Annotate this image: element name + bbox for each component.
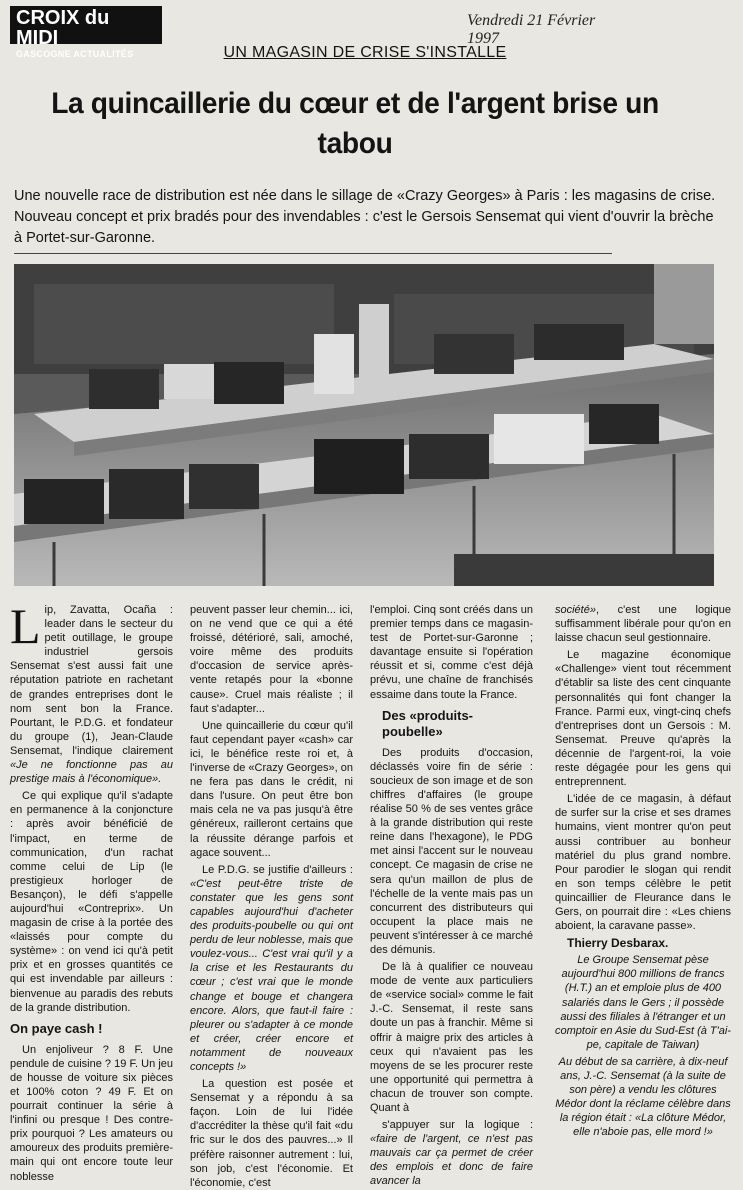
paragraph (10, 598, 173, 786)
footnote: Au début de sa carrière, à dix-neuf ans, J.-C. Sensemat (à la suite de son père) a vendu les clôtures Médor dont la réclame célèbre dans la région était : «La clôture Médor, elle n'aboie pas, elle mord !» (555, 1055, 731, 1139)
author-signature: Thierry Desbarax. (567, 936, 669, 951)
kicker: UN MAGASIN DE CRISE S'INSTALLE (223, 44, 507, 61)
paragraph: Le magazine économique «Challenge» vient tout récemment d'établir sa liste des cent cinquante personnalités qui font changer la France. Parmi eux, vingt-cinq chefs d'entreprises dont un Gersois : M. Sensemat. Preuve qu'après la décennie de l'argent-roi, la voie reste dégagée pour les gens qui entreprennent. (555, 649, 731, 789)
masthead (10, 6, 162, 59)
paragraph: l'emploi. Cinq sont créés dans un premier temps dans ce magasin-test de Portet-sur-Garonne ; davantage ensuite si l'opération réussit et si, comme c'est déjà prévu, une chaîne de franchisés essaime dans toute la France. (370, 604, 533, 701)
quote: «Je ne fonctionne pas au prestige mais à l'économique». (10, 759, 173, 786)
store-interior-illustration (14, 264, 714, 586)
quote: «faire de l'argent, ce n'est pas mauvais car ça permet de créer des emplois et donc de faire avancer la (370, 1133, 533, 1188)
paragraph (370, 1118, 533, 1188)
issue-date: Vendredi 21 Février 1997 (467, 12, 596, 47)
footnote: Le Groupe Sensemat pèse aujourd'hui 800 millions de francs (H.T.) an et emploie plus de 400 salariés dans le Gers ; il possède aussi des filiales à l'étranger et un comptoir en Asie du Sud-Est (à T'ai-pe, capitale de Taiwan) (555, 954, 731, 1051)
headline: La quincaillerie du cœur et de l'argent brise un tabou (51, 87, 659, 160)
paragraph-text: s'appuyer sur la logique : (382, 1119, 533, 1132)
paragraph: peuvent passer leur chemin... ici, on ne vend que ce qui a été froissé, détérioré, sali, amoché, voire même des produits d'occasion de service après-vente retapés pour la «bonne cause». Cruel mais réaliste ; il faut s'adapter... (190, 604, 353, 715)
paragraph: Des produits d'occasion, déclassés voire fin de série : soucieux de son image et de son chiffres d'affaires (le groupe réalise 50 % de ses ventes grâce à la grande distribution qui reste reine dans l'hexagone), le PDG met ainsi l'accent sur le nouveau concept. Ce magasin de crise ne sera qu'un maillon de plus de l'échelle de la vente mais pas un concurrent des distributeurs qui occupent la place mais ne peuvent s'intéresser à ce marché des démunis. (370, 746, 533, 956)
divider (14, 253, 612, 254)
paragraph: De là à qualifier ce nouveau mode de vente aux particuliers de «service social» comme le fait J.-C. Sensemat, il reste sans doute un pas à franchir. Même si offrir à maigre prix des articles à ceux qui n'avaient pas les moyens de se les procurer reste une opportunité qui permettra à chacun de trouver son compte. Quant à (370, 961, 533, 1114)
edition-label: GASCOGNE ACTUALITÉS (16, 49, 134, 59)
section-heading: Des «produits-poubelle» (382, 707, 474, 739)
paragraph-text: Le P.D.G. se justifie d'ailleurs : (202, 863, 353, 876)
paragraph: Ce qui explique qu'il s'adapte en permanence à la conjoncture : après avoir bénéficié de l'impact, en terme de communication, d'un rachat comme celui de Lip (le prestigieux horloger de Besançon), le défi s'appelle aujourd'hui «Contreprix». Un magasin de crise à la portée des «laissés pour compte du système» : on vend ici qu'à petit prix et en grosses quantités ce qui est invendable par ailleurs : bienvenue au paradis des rebuts de la grande distribution. (10, 790, 173, 1014)
quote: «C'est peut-être triste de constater que les gens sont capables aujourd'hui d'acheter des produits-poubelle ou qui ont perdu de leur noblesse, mais que voulez-vous... C'est vrai qu'il y a la crise et les Restaurants du cœur ; c'est vrai que le monde change et bouge et changera encore. Alors, que faut-il faire : pleurer ou s'adapter à ce monde et créer, créer encore et notamment de nouveaux concepts !» (190, 877, 353, 1073)
paragraph-text: , c'est une logique suffisamment libérale pour qu'on en laisse chacun seul gestionnaire. (555, 604, 731, 645)
article-column-3 (370, 603, 533, 1188)
standfirst: Une nouvelle race de distribution est née dans le sillage de «Crazy Georges» à Paris : les magasins de crise. Nouveau concept et prix bradés pour des invendables : c'est le Gersois Sensemat qui vient d'ouvrir la brèche à Portet-sur-Garonne. (14, 188, 716, 246)
section-heading: On paye cash ! (10, 1020, 103, 1036)
drop-cap: L (10, 598, 41, 654)
paragraph: L'idée de ce magasin, à défaut de surfer sur la crise et ses drames humains, vient montrer qu'on peut aussi contribuer au bonheur matériel du plus grand nombre. Pour parodier le slogan qui rendit en son temps célèbre le petit quincaillier de Fleurance dans le Gers, on pourrait dire : «Les chiens aboient, la caravane passe». (555, 793, 731, 933)
article-column-4 (555, 603, 731, 1148)
paragraph: La question est posée et Sensemat y a répondu à sa façon. Loin de lui l'idée d'accréditer la thèse qu'il fait «du fric sur le dos des pauvres...» Il préfère raisonner autrement : lui, son job, c'est l'économie. Et l'économie, c'est (190, 1078, 353, 1189)
article-column-1 (10, 598, 173, 1183)
paragraph (190, 863, 353, 1074)
paragraph: Un enjoliveur ? 8 F. Une pendule de cuisine ? 19 F. Un jeu de housse de voiture six pièces et 100% coton ? 49 F. Et on pourrait continuer la série à l'infini ou presque ! Des contre-prix pourquoi ? Les amateurs ou amoureux des produits première-main qui ont encore toute leur noblesse (10, 1043, 173, 1183)
paragraph-text: ip, Zavatta, Ocaña : leader dans le secteur du petit outillage, le groupe industriel gersois Sensemat s'est aussi fait une réputation patriote en rachetant de grandes entreprises dont le nom sent bon la France. Pourtant, le P.D.G. et fondateur du groupe (1), Jean-Claude Sensemat, l'indique clairement (10, 604, 173, 757)
newspaper-logo: CROIX du MIDI (16, 7, 110, 49)
store-photo (14, 264, 714, 586)
paragraph (555, 603, 731, 645)
quote: société» (555, 604, 596, 616)
paragraph: Une quincaillerie du cœur qu'il faut cependant payer «cash» car ici, le bénéfice reste roi et, à l'inverse de «Crazy Georges», on ne fera pas dans le crédit, ni dans l'usure. On peut être bon mais cela ne va pas jusqu'à être généreux, railleront certains que la réussite dérange parfois et agace souvent... (190, 719, 353, 859)
article-column-2 (190, 603, 353, 1189)
